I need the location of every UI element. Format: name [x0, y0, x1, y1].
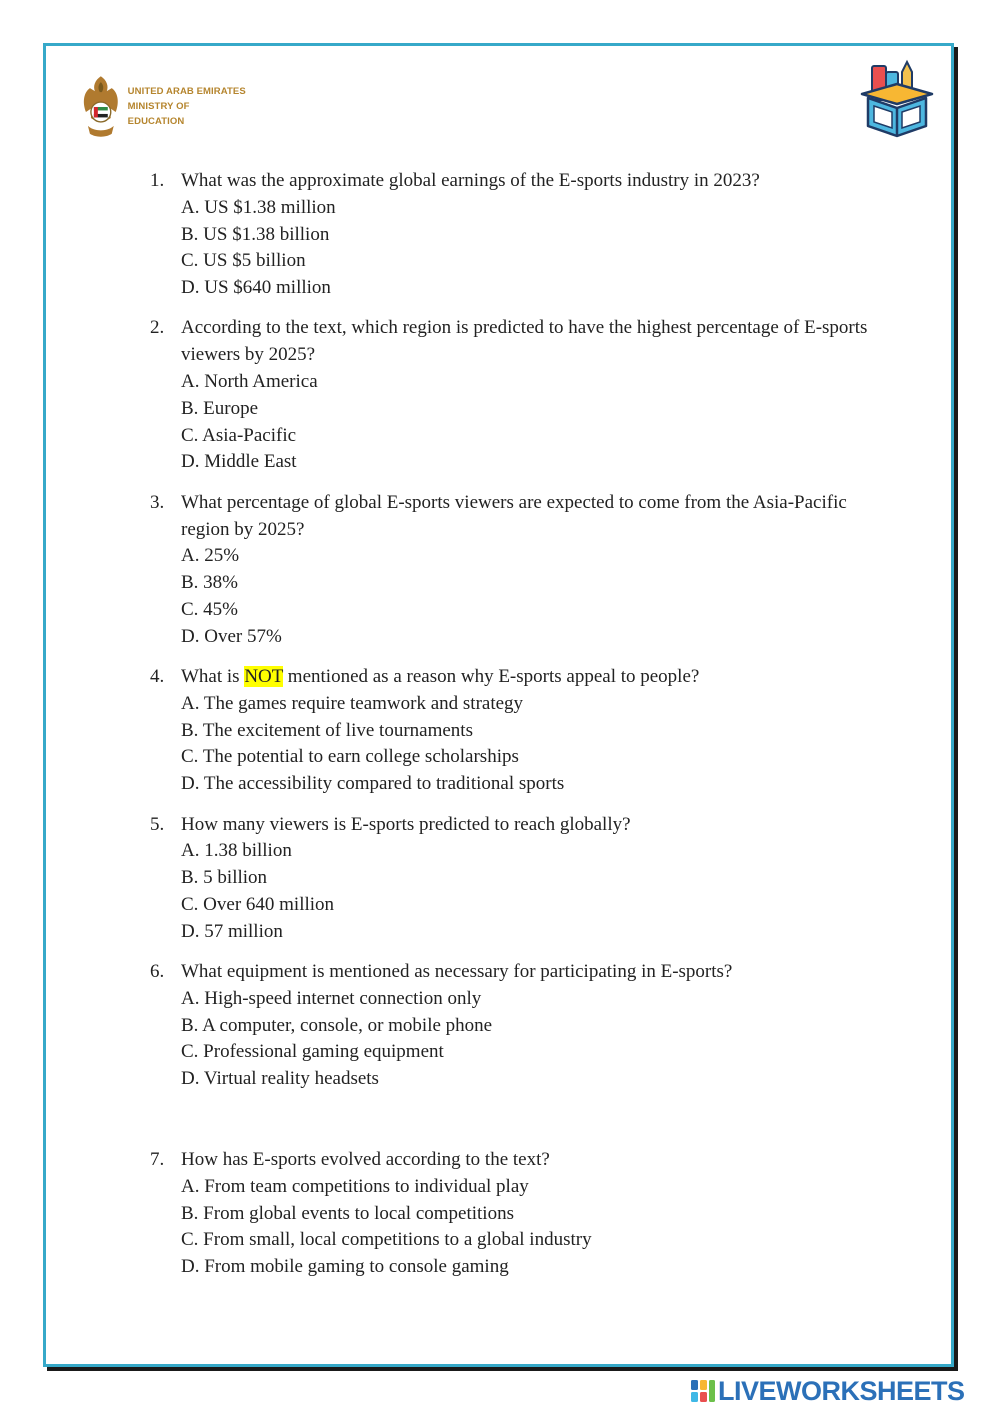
stem-text: What is: [181, 666, 245, 688]
question-3: [150, 490, 870, 651]
answer-option: B. 38%: [181, 572, 238, 594]
answer-option: C. Over 640 million: [181, 893, 335, 915]
question-6: [150, 959, 870, 1093]
answer-option: C. The potential to earn college scholarships: [181, 746, 519, 768]
question-7: [150, 1147, 870, 1281]
answer-option: B. From global events to local competitions: [181, 1202, 514, 1224]
answer-option: B. The excitement of live tournaments: [181, 719, 473, 741]
question-stem: What equipment is mentioned as necessary for participating in E-sports?: [181, 961, 733, 983]
answer-option: C. US $5 billion: [181, 250, 306, 272]
books-box-icon: [858, 58, 936, 140]
answer-option: D. 57 million: [181, 920, 283, 942]
answer-option: A. The games require teamwork and strategy: [181, 692, 524, 714]
question-5: [150, 812, 870, 946]
question-number: 4.: [150, 666, 165, 688]
question-stem: [181, 664, 699, 691]
answer-option: D. US $640 million: [181, 277, 331, 299]
question-1: [150, 168, 870, 302]
answer-option: A. From team competitions to individual play: [181, 1175, 529, 1197]
question-number: 1.: [150, 170, 165, 191]
answer-option: C. From small, local competitions to a global industry: [181, 1229, 592, 1251]
brand-name: LIVEWORKSHEETS: [718, 1376, 965, 1406]
question-4: [150, 664, 870, 798]
question-stem: How many viewers is E-sports predicted to reach globally?: [181, 813, 631, 835]
highlighted-word: NOT: [244, 666, 284, 688]
uae-emblem-icon: [78, 72, 124, 140]
ministry-name-line1: UNITED ARAB EMIRATES: [127, 85, 246, 97]
answer-option: A. 1.38 billion: [181, 840, 292, 862]
answer-option: C. Asia-Pacific: [181, 424, 297, 446]
answer-option: D. Virtual reality headsets: [181, 1068, 379, 1090]
question-stem: What was the approximate global earnings of the E-sports industry in 2023?: [181, 170, 760, 191]
answer-option: C. 45%: [181, 598, 238, 620]
question-stem: According to the text, which region is predicted to have the highest percentage of E-sports viewers by 2025?: [181, 317, 868, 366]
stem-text: mentioned as a reason why E-sports appeal to people?: [283, 666, 700, 688]
answer-option: B. A computer, console, or mobile phone: [181, 1014, 493, 1036]
question-2: [150, 315, 870, 476]
question-number: 2.: [150, 317, 165, 339]
answer-option: D. From mobile gaming to console gaming: [181, 1256, 509, 1278]
answer-option: D. Over 57%: [181, 625, 282, 647]
ministry-name-line2: MINISTRY OF EDUCATION: [127, 100, 190, 127]
liveworksheets-logo-icon: [690, 1378, 716, 1404]
answer-option: B. 5 billion: [181, 867, 268, 889]
question-stem: What percentage of global E-sports viewers are expected to come from the Asia-Pacific region by 2025?: [181, 491, 847, 540]
answer-option: C. Professional gaming equipment: [181, 1041, 444, 1063]
question-number: 3.: [150, 491, 165, 513]
question-list: [150, 168, 870, 1294]
ministry-logo: [78, 68, 248, 144]
question-number: 5.: [150, 813, 165, 835]
answer-option: A. 25%: [181, 545, 240, 567]
liveworksheets-brand[interactable]: [690, 1374, 990, 1408]
answer-option: B. US $1.38 billion: [181, 223, 330, 245]
answer-option: A. High-speed internet connection only: [181, 987, 482, 1009]
question-stem: How has E-sports evolved according to the text?: [181, 1149, 550, 1170]
answer-option: D. The accessibility compared to traditional sports: [181, 773, 565, 795]
question-number: 6.: [150, 961, 165, 983]
answer-option: B. Europe: [181, 397, 259, 419]
answer-option: A. North America: [181, 371, 318, 393]
question-number: 7.: [150, 1149, 165, 1170]
answer-option: A. US $1.38 million: [181, 196, 336, 218]
answer-option: D. Middle East: [181, 451, 297, 473]
